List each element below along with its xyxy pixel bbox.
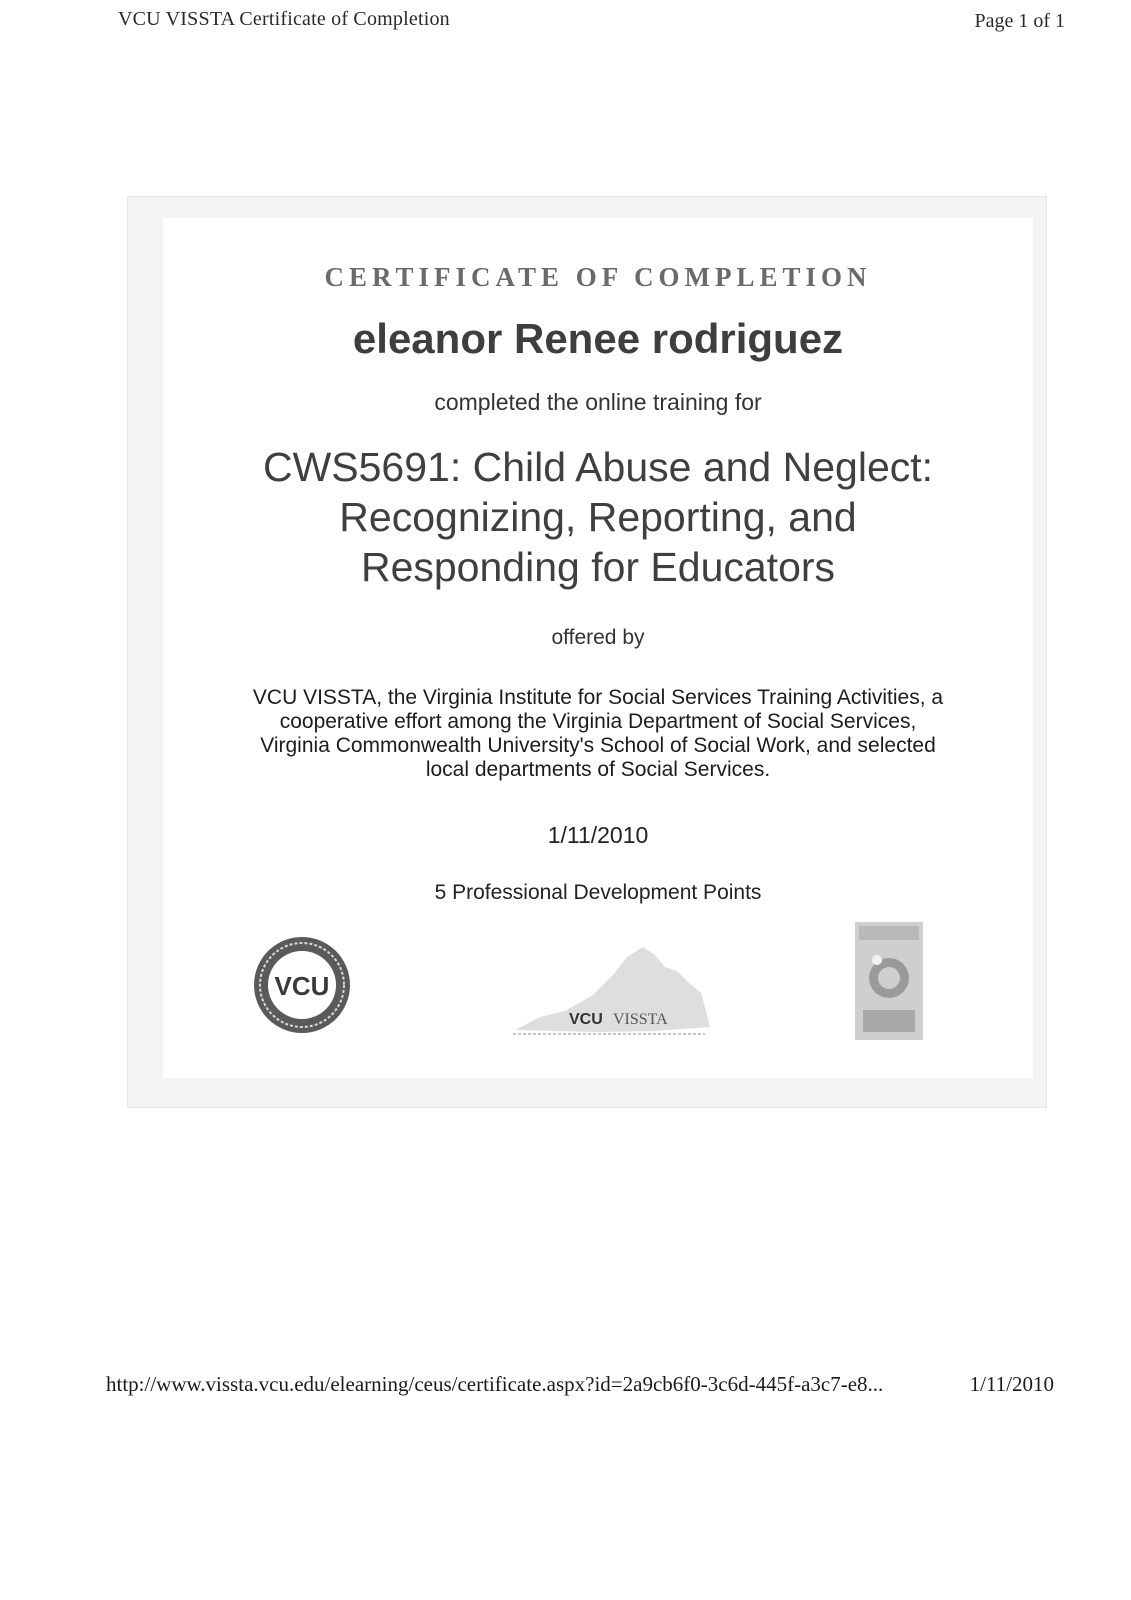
completion-date: 1/11/2010 <box>547 822 649 848</box>
organization-description <box>203 686 993 782</box>
print-header-page-number: Page 1 of 1 <box>974 10 1065 32</box>
print-header-title: VCU VISSTA Certificate of Completion <box>118 8 450 30</box>
seal-text: VCU <box>274 971 330 1001</box>
course-title-line: Responding for Educators <box>360 544 836 590</box>
completed-text: completed the online training for <box>434 389 762 415</box>
vcu-vissta-logo <box>505 935 720 1045</box>
accreditation-badge-logo <box>855 922 923 1040</box>
course-title <box>193 442 1003 592</box>
certificate-content <box>163 218 1033 905</box>
organization-line: VCU VISSTA, the Virginia Institute for Social Services Training Activities, a <box>252 686 944 709</box>
organization-line: cooperative effort among the Virginia Department of Social Services, <box>279 710 917 733</box>
certificate-heading: CERTIFICATE OF COMPLETION <box>324 262 872 292</box>
print-footer-date: 1/11/2010 <box>969 1372 1054 1396</box>
organization-line: Virginia Commonwealth University's School of Social Work, and selected <box>260 734 936 757</box>
recipient-name: eleanor Renee rodriguez <box>352 315 844 362</box>
print-footer-url: http://www.vissta.vcu.edu/elearning/ceus/certificate.aspx?id=2a9cb6f0-3c6d-445f-a3c7-e8... <box>106 1372 884 1396</box>
organization-line: local departments of Social Services. <box>425 758 771 781</box>
course-title-line: Recognizing, Reporting, and <box>339 494 857 540</box>
offered-by-text: offered by <box>551 626 645 649</box>
professional-development-points: 5 Professional Development Points <box>434 881 762 904</box>
course-title-line: CWS5691: Child Abuse and Neglect: <box>262 444 934 490</box>
vissta-logo-text: VISSTA <box>613 1011 668 1028</box>
vcu-seal-logo <box>252 935 352 1035</box>
vissta-logo-bold-text: VCU <box>569 1011 603 1028</box>
